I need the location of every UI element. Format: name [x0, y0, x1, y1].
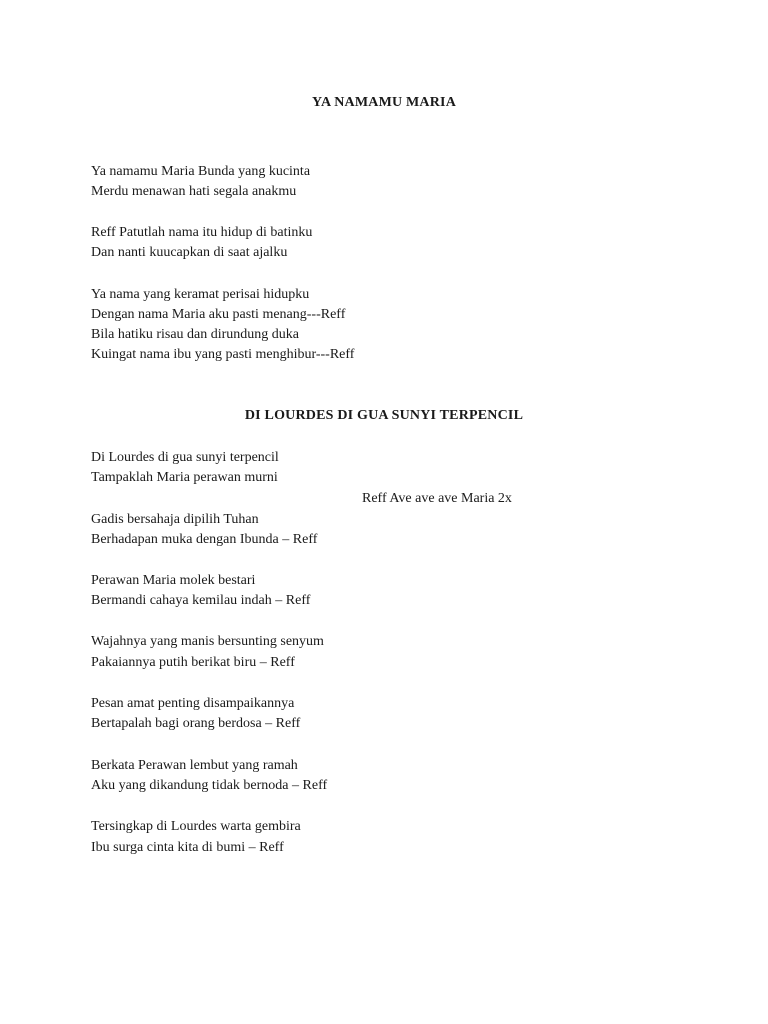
song1-title: YA NAMAMU MARIA — [311, 95, 457, 110]
song2-line-6: Bermandi cahaya kemilau indah – Reff — [91, 593, 311, 608]
song1-line-6: Kuingat nama ibu yang pasti menghibur---Reff — [91, 347, 355, 362]
song1-line-4: Dengan nama Maria aku pasti menang---Reff — [91, 307, 346, 322]
song2-line-1: Di Lourdes di gua sunyi terpencil — [91, 450, 279, 465]
song2-line-4: Berhadapan muka dengan Ibunda – Reff — [91, 532, 318, 547]
song2-line-10: Bertapalah bagi orang berdosa – Reff — [91, 716, 301, 731]
song1-line-2: Merdu menawan hati segala anakmu — [91, 184, 297, 199]
song1-reff-line-1: Reff Patutlah nama itu hidup di batinku — [91, 225, 313, 240]
song2-line-5: Perawan Maria molek bestari — [91, 573, 256, 588]
song2-line-7: Wajahnya yang manis bersunting senyum — [91, 634, 324, 649]
song2-title: DI LOURDES DI GUA SUNYI TERPENCIL — [244, 408, 524, 423]
song2-line-12: Aku yang dikandung tidak bernoda – Reff — [91, 778, 328, 793]
song1-line-3: Ya nama yang keramat perisai hidupku — [91, 287, 310, 302]
song2-line-11: Berkata Perawan lembut yang ramah — [91, 758, 298, 773]
song2-line-14: Ibu surga cinta kita di bumi – Reff — [91, 840, 284, 855]
song2-line-2: Tampaklah Maria perawan murni — [91, 470, 278, 485]
song1-line-5: Bila hatiku risau dan dirundung duka — [91, 327, 300, 342]
song2-line-3: Gadis bersahaja dipilih Tuhan — [91, 512, 259, 527]
song2-reff: Reff Ave ave ave Maria 2x — [362, 491, 512, 506]
song1-line-1: Ya namamu Maria Bunda yang kucinta — [91, 164, 311, 179]
song2-line-8: Pakaiannya putih berikat biru – Reff — [91, 655, 295, 670]
song2-line-9: Pesan amat penting disampaikannya — [91, 696, 295, 711]
song2-line-13: Tersingkap di Lourdes warta gembira — [91, 819, 301, 834]
song1-reff-line-2: Dan nanti kuucapkan di saat ajalku — [91, 245, 288, 260]
